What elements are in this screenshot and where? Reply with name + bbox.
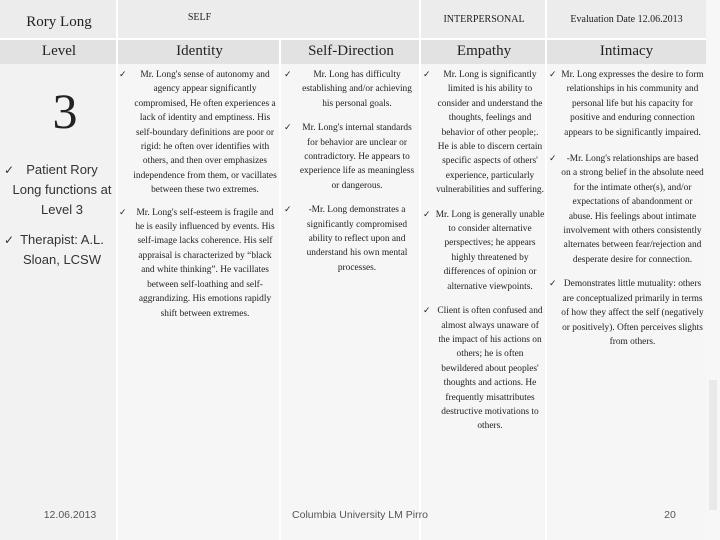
- check-icon: ✓: [4, 233, 15, 247]
- check-icon: ✓: [119, 70, 127, 80]
- footer-credit: Columbia University LM Pirro: [292, 509, 428, 521]
- empathy-item: ✓ Mr. Long is generally unable to consider alternative perspectives; he appears highly threatened by differences of opinion or alternative viewpoints.: [423, 209, 545, 292]
- check-icon: ✓: [284, 205, 292, 216]
- level-note-text: Therapist: A.L. Sloan, LCSW: [20, 232, 104, 267]
- intimacy-item: ✓ Demonstrates little mutuality: others are conceptualized primarily in terms of how they affect the self (negatively or positively). Often perceives slights from others.: [549, 279, 704, 347]
- patient-name: Rory Long: [26, 14, 92, 30]
- level-note-item: [4, 160, 112, 220]
- intimacy-list: [549, 68, 704, 357]
- vertical-scrollbar[interactable]: [706, 0, 720, 540]
- level-note-text: Patient Rory Long functions at Level 3: [12, 162, 112, 217]
- empathy-list: [423, 68, 545, 442]
- check-icon: ✓: [549, 154, 557, 165]
- page-number: 20: [664, 509, 676, 521]
- evaluation-date: Evaluation Date 12.06.2013: [570, 14, 683, 25]
- empathy-heading: Empathy: [456, 43, 512, 59]
- scrollbar-thumb[interactable]: [709, 380, 717, 510]
- intimacy-item: ✓ Mr. Long expresses the desire to form relationships in his community and personal life but his capacity for positive and enduring connection appears to be significantly impaired.: [549, 70, 704, 138]
- interpersonal-heading: INTERPERSONAL: [443, 14, 525, 25]
- check-icon: ✓: [4, 163, 15, 177]
- self-direction-list: [284, 68, 418, 283]
- level-heading: Level: [41, 43, 77, 59]
- empathy-item: ✓ Client is often confused and almost always unaware of the impact of his actions on others; he is often bewildered about peoples' thoughts and actions. He frequently misattributes destructive motivations to others.: [423, 306, 543, 432]
- level-notes: [4, 160, 112, 270]
- level-number: 3: [52, 83, 78, 139]
- self-direction-heading: Self-Direction: [308, 43, 394, 59]
- check-icon: ✓: [423, 306, 431, 317]
- level-note-item: [4, 230, 112, 270]
- identity-list: [119, 68, 279, 329]
- intimacy-item: ✓ -Mr. Long's relationships are based on a strong belief in the absolute need for the intimate other(s), and/or expectations of abandonment or abuse. His feelings about intimate involvement with others consistently alternates between fear/rejection and desperate desire for connection.: [549, 154, 704, 265]
- check-icon: ✓: [284, 123, 292, 134]
- self-direction-item: ✓ Mr. Long's internal standards for behavior are unclear or contradictory. He appears to experience life as meaningless or dangerous.: [284, 123, 415, 191]
- check-icon: ✓: [423, 70, 431, 80]
- intimacy-heading: Intimacy: [599, 43, 654, 59]
- check-icon: ✓: [284, 70, 292, 80]
- check-icon: ✓: [119, 207, 127, 218]
- identity-item: ✓ Mr. Long's sense of autonomy and agency appear significantly compromised, He often experiences a lack of identity and emptiness. His self-boundary definitions are poor or rigid: he often over identifies with others, and then over emphasizes independence from them, or vacillates between these two extremes.: [119, 70, 277, 196]
- empathy-item: ✓ Mr. Long is significantly limited is his ability to consider and understand the thoughts, feelings and behavior of other people;. He is able to discern certain specific aspects of others' experience, particularly vulnerabilities and suffering.: [423, 70, 544, 196]
- check-icon: ✓: [423, 209, 431, 220]
- self-direction-item: ✓ Mr. Long has difficulty establishing and/or achieving his personal goals.: [284, 70, 412, 109]
- check-icon: ✓: [549, 279, 557, 290]
- self-heading: SELF: [187, 12, 212, 23]
- check-icon: ✓: [549, 70, 557, 80]
- footer-date: 12.06.2013: [43, 509, 97, 521]
- self-direction-item: ✓ -Mr. Long demonstrates a significantly compromised ability to reflect upon and understand his own mental processes.: [284, 205, 408, 273]
- identity-item: ✓ Mr. Long's self-esteem is fragile and he is easily influenced by events. His self-image lacks coherence. His self appraisal is characterized by “black and white thinking”. He vacillates between self-loathing and self-aggrandizing. His emotions rapidly shift between extremes.: [119, 207, 275, 319]
- identity-heading: Identity: [176, 43, 223, 59]
